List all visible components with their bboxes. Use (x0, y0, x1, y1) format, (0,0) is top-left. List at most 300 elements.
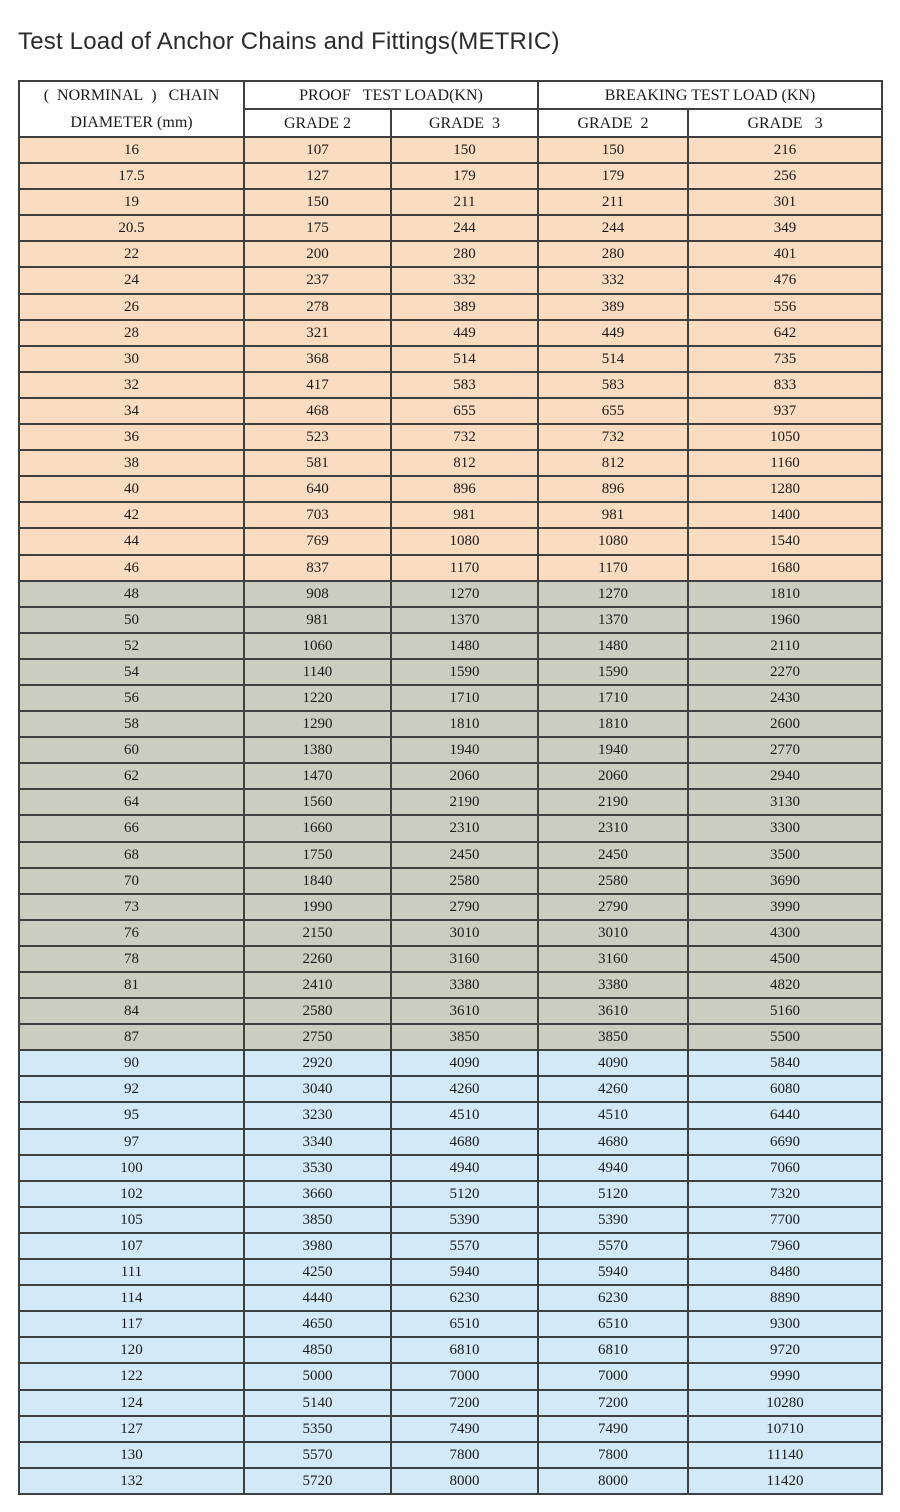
cell-load-value: 981 (391, 502, 538, 528)
cell-load-value: 2190 (391, 789, 538, 815)
cell-diameter: 62 (19, 763, 244, 789)
cell-diameter: 19 (19, 189, 244, 215)
table-row (19, 920, 882, 946)
cell-load-value: 981 (244, 607, 391, 633)
cell-load-value: 10280 (688, 1390, 882, 1416)
cell-load-value: 6510 (538, 1311, 688, 1337)
cell-load-value: 389 (391, 294, 538, 320)
cell-load-value: 3530 (244, 1155, 391, 1181)
cell-load-value: 244 (538, 215, 688, 241)
cell-diameter: 38 (19, 450, 244, 476)
cell-load-value: 3660 (244, 1181, 391, 1207)
cell-load-value: 8000 (538, 1468, 688, 1494)
cell-load-value: 1160 (688, 450, 882, 476)
cell-load-value: 2790 (538, 894, 688, 920)
header-breaking-grade2: GRADE 2 (538, 109, 688, 137)
cell-diameter: 130 (19, 1442, 244, 1468)
cell-load-value: 937 (688, 398, 882, 424)
cell-load-value: 8000 (391, 1468, 538, 1494)
table-row (19, 842, 882, 868)
cell-load-value: 1590 (391, 659, 538, 685)
header-chain-diameter (19, 81, 244, 137)
table-row (19, 972, 882, 998)
table-row (19, 633, 882, 659)
cell-diameter: 111 (19, 1259, 244, 1285)
cell-load-value: 349 (688, 215, 882, 241)
table-row (19, 267, 882, 293)
cell-load-value: 2750 (244, 1024, 391, 1050)
cell-load-value: 7320 (688, 1181, 882, 1207)
cell-load-value: 1590 (538, 659, 688, 685)
cell-load-value: 237 (244, 267, 391, 293)
cell-load-value: 1540 (688, 528, 882, 554)
cell-load-value: 179 (538, 163, 688, 189)
cell-load-value: 401 (688, 241, 882, 267)
cell-diameter: 48 (19, 581, 244, 607)
table-row (19, 1024, 882, 1050)
cell-load-value: 8480 (688, 1259, 882, 1285)
cell-diameter: 90 (19, 1050, 244, 1076)
cell-load-value: 6810 (391, 1337, 538, 1363)
cell-load-value: 5350 (244, 1416, 391, 1442)
cell-load-value: 1140 (244, 659, 391, 685)
cell-load-value: 5390 (391, 1207, 538, 1233)
cell-diameter: 54 (19, 659, 244, 685)
table-row (19, 737, 882, 763)
cell-diameter: 52 (19, 633, 244, 659)
cell-diameter: 122 (19, 1363, 244, 1389)
table-row (19, 528, 882, 554)
cell-load-value: 7000 (538, 1363, 688, 1389)
cell-load-value: 7490 (538, 1416, 688, 1442)
page-title: Test Load of Anchor Chains and Fittings(METRIC) (18, 28, 560, 55)
cell-diameter: 68 (19, 842, 244, 868)
cell-load-value: 581 (244, 450, 391, 476)
table-row (19, 241, 882, 267)
cell-load-value: 280 (538, 241, 688, 267)
table-row (19, 1259, 882, 1285)
cell-load-value: 278 (244, 294, 391, 320)
cell-load-value: 1940 (538, 737, 688, 763)
cell-load-value: 5120 (538, 1181, 688, 1207)
cell-diameter: 132 (19, 1468, 244, 1494)
cell-load-value: 5940 (538, 1259, 688, 1285)
cell-load-value: 1750 (244, 842, 391, 868)
cell-load-value: 3040 (244, 1076, 391, 1102)
table-row (19, 1416, 882, 1442)
cell-diameter: 64 (19, 789, 244, 815)
cell-diameter: 46 (19, 555, 244, 581)
cell-load-value: 1080 (538, 528, 688, 554)
cell-load-value: 11420 (688, 1468, 882, 1494)
cell-load-value: 4850 (244, 1337, 391, 1363)
cell-diameter: 20.5 (19, 215, 244, 241)
cell-load-value: 4940 (391, 1155, 538, 1181)
cell-diameter: 97 (19, 1129, 244, 1155)
cell-load-value: 4260 (391, 1076, 538, 1102)
table-row (19, 685, 882, 711)
header-chain-diameter-line2: DIAMETER (mm) (70, 114, 193, 131)
cell-diameter: 76 (19, 920, 244, 946)
cell-load-value: 4090 (391, 1050, 538, 1076)
cell-load-value: 449 (538, 320, 688, 346)
cell-load-value: 5390 (538, 1207, 688, 1233)
cell-load-value: 256 (688, 163, 882, 189)
cell-load-value: 514 (391, 346, 538, 372)
cell-diameter: 92 (19, 1076, 244, 1102)
cell-load-value: 1480 (391, 633, 538, 659)
cell-diameter: 84 (19, 998, 244, 1024)
table-row (19, 659, 882, 685)
cell-load-value: 735 (688, 346, 882, 372)
cell-load-value: 2790 (391, 894, 538, 920)
cell-load-value: 417 (244, 372, 391, 398)
cell-diameter: 56 (19, 685, 244, 711)
cell-load-value: 368 (244, 346, 391, 372)
cell-load-value: 2270 (688, 659, 882, 685)
cell-load-value: 6510 (391, 1311, 538, 1337)
header-proof-grade3: GRADE 3 (391, 109, 538, 137)
cell-load-value: 150 (391, 137, 538, 163)
cell-diameter: 17.5 (19, 163, 244, 189)
cell-diameter: 16 (19, 137, 244, 163)
cell-diameter: 81 (19, 972, 244, 998)
cell-load-value: 8890 (688, 1285, 882, 1311)
cell-load-value: 280 (391, 241, 538, 267)
cell-load-value: 9300 (688, 1311, 882, 1337)
cell-load-value: 1480 (538, 633, 688, 659)
cell-load-value: 332 (391, 267, 538, 293)
cell-load-value: 7000 (391, 1363, 538, 1389)
cell-diameter: 117 (19, 1311, 244, 1337)
cell-load-value: 3990 (688, 894, 882, 920)
cell-diameter: 100 (19, 1155, 244, 1181)
cell-load-value: 1840 (244, 868, 391, 894)
cell-load-value: 2410 (244, 972, 391, 998)
cell-load-value: 1960 (688, 607, 882, 633)
cell-load-value: 1370 (391, 607, 538, 633)
table-row (19, 476, 882, 502)
cell-diameter: 32 (19, 372, 244, 398)
table-row (19, 189, 882, 215)
table-row (19, 163, 882, 189)
cell-load-value: 5120 (391, 1181, 538, 1207)
table-body (19, 137, 882, 1494)
cell-load-value: 3380 (391, 972, 538, 998)
table-row (19, 815, 882, 841)
cell-load-value: 9990 (688, 1363, 882, 1389)
table-row (19, 372, 882, 398)
cell-load-value: 3850 (244, 1207, 391, 1233)
cell-load-value: 6690 (688, 1129, 882, 1155)
cell-load-value: 3160 (391, 946, 538, 972)
table-row (19, 1050, 882, 1076)
cell-diameter: 36 (19, 424, 244, 450)
cell-load-value: 3850 (538, 1024, 688, 1050)
table-row (19, 1363, 882, 1389)
cell-load-value: 1400 (688, 502, 882, 528)
table-row (19, 555, 882, 581)
cell-load-value: 2920 (244, 1050, 391, 1076)
cell-load-value: 4500 (688, 946, 882, 972)
cell-load-value: 1810 (538, 711, 688, 737)
cell-diameter: 44 (19, 528, 244, 554)
cell-load-value: 3500 (688, 842, 882, 868)
cell-diameter: 34 (19, 398, 244, 424)
cell-diameter: 40 (19, 476, 244, 502)
cell-load-value: 6230 (538, 1285, 688, 1311)
cell-load-value: 2770 (688, 737, 882, 763)
cell-load-value: 1370 (538, 607, 688, 633)
cell-load-value: 655 (538, 398, 688, 424)
cell-load-value: 4940 (538, 1155, 688, 1181)
cell-load-value: 211 (538, 189, 688, 215)
cell-load-value: 7060 (688, 1155, 882, 1181)
cell-load-value: 4680 (391, 1129, 538, 1155)
cell-load-value: 301 (688, 189, 882, 215)
cell-load-value: 3130 (688, 789, 882, 815)
table-row (19, 320, 882, 346)
cell-load-value: 5160 (688, 998, 882, 1024)
cell-load-value: 833 (688, 372, 882, 398)
table-row (19, 607, 882, 633)
table-row (19, 1076, 882, 1102)
cell-load-value: 4260 (538, 1076, 688, 1102)
cell-load-value: 4680 (538, 1129, 688, 1155)
cell-load-value: 3230 (244, 1102, 391, 1128)
cell-load-value: 583 (391, 372, 538, 398)
cell-load-value: 1660 (244, 815, 391, 841)
table-row (19, 581, 882, 607)
table-row (19, 1155, 882, 1181)
cell-load-value: 150 (244, 189, 391, 215)
cell-diameter: 50 (19, 607, 244, 633)
cell-load-value: 200 (244, 241, 391, 267)
header-proof-test-load: PROOF TEST LOAD(KN) (244, 81, 538, 109)
cell-load-value: 1170 (391, 555, 538, 581)
cell-load-value: 4250 (244, 1259, 391, 1285)
table-row (19, 1311, 882, 1337)
cell-load-value: 812 (538, 450, 688, 476)
cell-diameter: 105 (19, 1207, 244, 1233)
cell-load-value: 896 (538, 476, 688, 502)
cell-load-value: 7800 (391, 1442, 538, 1468)
cell-load-value: 1270 (538, 581, 688, 607)
cell-load-value: 1940 (391, 737, 538, 763)
cell-load-value: 3300 (688, 815, 882, 841)
cell-load-value: 1990 (244, 894, 391, 920)
cell-load-value: 10710 (688, 1416, 882, 1442)
cell-load-value: 4300 (688, 920, 882, 946)
header-chain-diameter-line1: ( NORMINAL ) CHAIN (43, 87, 220, 104)
cell-load-value: 2580 (244, 998, 391, 1024)
cell-load-value: 655 (391, 398, 538, 424)
table-row (19, 398, 882, 424)
cell-diameter: 26 (19, 294, 244, 320)
test-load-table (18, 80, 883, 1495)
cell-load-value: 179 (391, 163, 538, 189)
table-row (19, 1233, 882, 1259)
cell-load-value: 7700 (688, 1207, 882, 1233)
cell-load-value: 1810 (391, 711, 538, 737)
table-row (19, 894, 882, 920)
cell-load-value: 476 (688, 267, 882, 293)
cell-load-value: 5000 (244, 1363, 391, 1389)
cell-load-value: 3010 (391, 920, 538, 946)
cell-diameter: 58 (19, 711, 244, 737)
cell-load-value: 11140 (688, 1442, 882, 1468)
cell-diameter: 22 (19, 241, 244, 267)
cell-load-value: 514 (538, 346, 688, 372)
cell-load-value: 812 (391, 450, 538, 476)
cell-diameter: 42 (19, 502, 244, 528)
cell-load-value: 7490 (391, 1416, 538, 1442)
table-row (19, 450, 882, 476)
cell-load-value: 3380 (538, 972, 688, 998)
cell-load-value: 732 (538, 424, 688, 450)
cell-load-value: 6440 (688, 1102, 882, 1128)
cell-load-value: 7800 (538, 1442, 688, 1468)
table-row (19, 998, 882, 1024)
cell-load-value: 3160 (538, 946, 688, 972)
table-row (19, 1390, 882, 1416)
cell-load-value: 449 (391, 320, 538, 346)
header-breaking-test-load: BREAKING TEST LOAD (KN) (538, 81, 882, 109)
table-row (19, 1207, 882, 1233)
cell-load-value: 7960 (688, 1233, 882, 1259)
cell-load-value: 981 (538, 502, 688, 528)
cell-load-value: 2940 (688, 763, 882, 789)
cell-load-value: 703 (244, 502, 391, 528)
cell-diameter: 70 (19, 868, 244, 894)
table-row (19, 424, 882, 450)
cell-load-value: 4820 (688, 972, 882, 998)
cell-load-value: 1050 (688, 424, 882, 450)
cell-load-value: 3340 (244, 1129, 391, 1155)
cell-load-value: 6810 (538, 1337, 688, 1363)
table-row (19, 763, 882, 789)
cell-load-value: 2310 (538, 815, 688, 841)
cell-load-value: 5570 (538, 1233, 688, 1259)
table-row (19, 868, 882, 894)
table-header (19, 81, 882, 137)
cell-load-value: 2600 (688, 711, 882, 737)
cell-load-value: 1080 (391, 528, 538, 554)
cell-load-value: 3610 (538, 998, 688, 1024)
cell-load-value: 1710 (391, 685, 538, 711)
cell-load-value: 4650 (244, 1311, 391, 1337)
cell-load-value: 3610 (391, 998, 538, 1024)
table-row (19, 215, 882, 241)
cell-load-value: 244 (391, 215, 538, 241)
cell-load-value: 837 (244, 555, 391, 581)
cell-load-value: 642 (688, 320, 882, 346)
cell-load-value: 127 (244, 163, 391, 189)
cell-diameter: 87 (19, 1024, 244, 1050)
cell-load-value: 1270 (391, 581, 538, 607)
cell-load-value: 3690 (688, 868, 882, 894)
table-row (19, 1285, 882, 1311)
cell-load-value: 908 (244, 581, 391, 607)
cell-load-value: 3010 (538, 920, 688, 946)
cell-load-value: 1710 (538, 685, 688, 711)
cell-load-value: 1680 (688, 555, 882, 581)
cell-diameter: 107 (19, 1233, 244, 1259)
table-row (19, 294, 882, 320)
cell-load-value: 2260 (244, 946, 391, 972)
table-row (19, 502, 882, 528)
cell-load-value: 640 (244, 476, 391, 502)
table-row (19, 711, 882, 737)
table-row (19, 1102, 882, 1128)
cell-load-value: 2190 (538, 789, 688, 815)
cell-load-value: 175 (244, 215, 391, 241)
cell-load-value: 1470 (244, 763, 391, 789)
table-row (19, 789, 882, 815)
table-row (19, 346, 882, 372)
cell-load-value: 3980 (244, 1233, 391, 1259)
cell-load-value: 769 (244, 528, 391, 554)
cell-load-value: 5140 (244, 1390, 391, 1416)
cell-load-value: 216 (688, 137, 882, 163)
cell-load-value: 2110 (688, 633, 882, 659)
cell-load-value: 4510 (391, 1102, 538, 1128)
table-row (19, 1442, 882, 1468)
cell-load-value: 1170 (538, 555, 688, 581)
cell-load-value: 107 (244, 137, 391, 163)
header-proof-grade2: GRADE 2 (244, 109, 391, 137)
cell-load-value: 1560 (244, 789, 391, 815)
cell-load-value: 1290 (244, 711, 391, 737)
cell-load-value: 389 (538, 294, 688, 320)
cell-load-value: 556 (688, 294, 882, 320)
cell-load-value: 1220 (244, 685, 391, 711)
cell-diameter: 60 (19, 737, 244, 763)
cell-load-value: 7200 (538, 1390, 688, 1416)
cell-load-value: 2450 (391, 842, 538, 868)
cell-load-value: 4440 (244, 1285, 391, 1311)
cell-load-value: 1380 (244, 737, 391, 763)
header-row-groups (19, 81, 882, 109)
cell-load-value: 5570 (244, 1442, 391, 1468)
cell-diameter: 24 (19, 267, 244, 293)
table-row (19, 1129, 882, 1155)
cell-load-value: 2430 (688, 685, 882, 711)
cell-load-value: 5570 (391, 1233, 538, 1259)
cell-load-value: 332 (538, 267, 688, 293)
cell-diameter: 78 (19, 946, 244, 972)
cell-load-value: 9720 (688, 1337, 882, 1363)
table-row (19, 946, 882, 972)
cell-load-value: 5720 (244, 1468, 391, 1494)
cell-load-value: 2060 (538, 763, 688, 789)
cell-diameter: 30 (19, 346, 244, 372)
cell-load-value: 468 (244, 398, 391, 424)
cell-load-value: 4090 (538, 1050, 688, 1076)
cell-load-value: 4510 (538, 1102, 688, 1128)
cell-diameter: 66 (19, 815, 244, 841)
cell-load-value: 5840 (688, 1050, 882, 1076)
cell-diameter: 95 (19, 1102, 244, 1128)
cell-diameter: 73 (19, 894, 244, 920)
cell-load-value: 732 (391, 424, 538, 450)
cell-diameter: 124 (19, 1390, 244, 1416)
cell-diameter: 127 (19, 1416, 244, 1442)
cell-load-value: 321 (244, 320, 391, 346)
cell-load-value: 211 (391, 189, 538, 215)
cell-load-value: 6230 (391, 1285, 538, 1311)
cell-load-value: 7200 (391, 1390, 538, 1416)
